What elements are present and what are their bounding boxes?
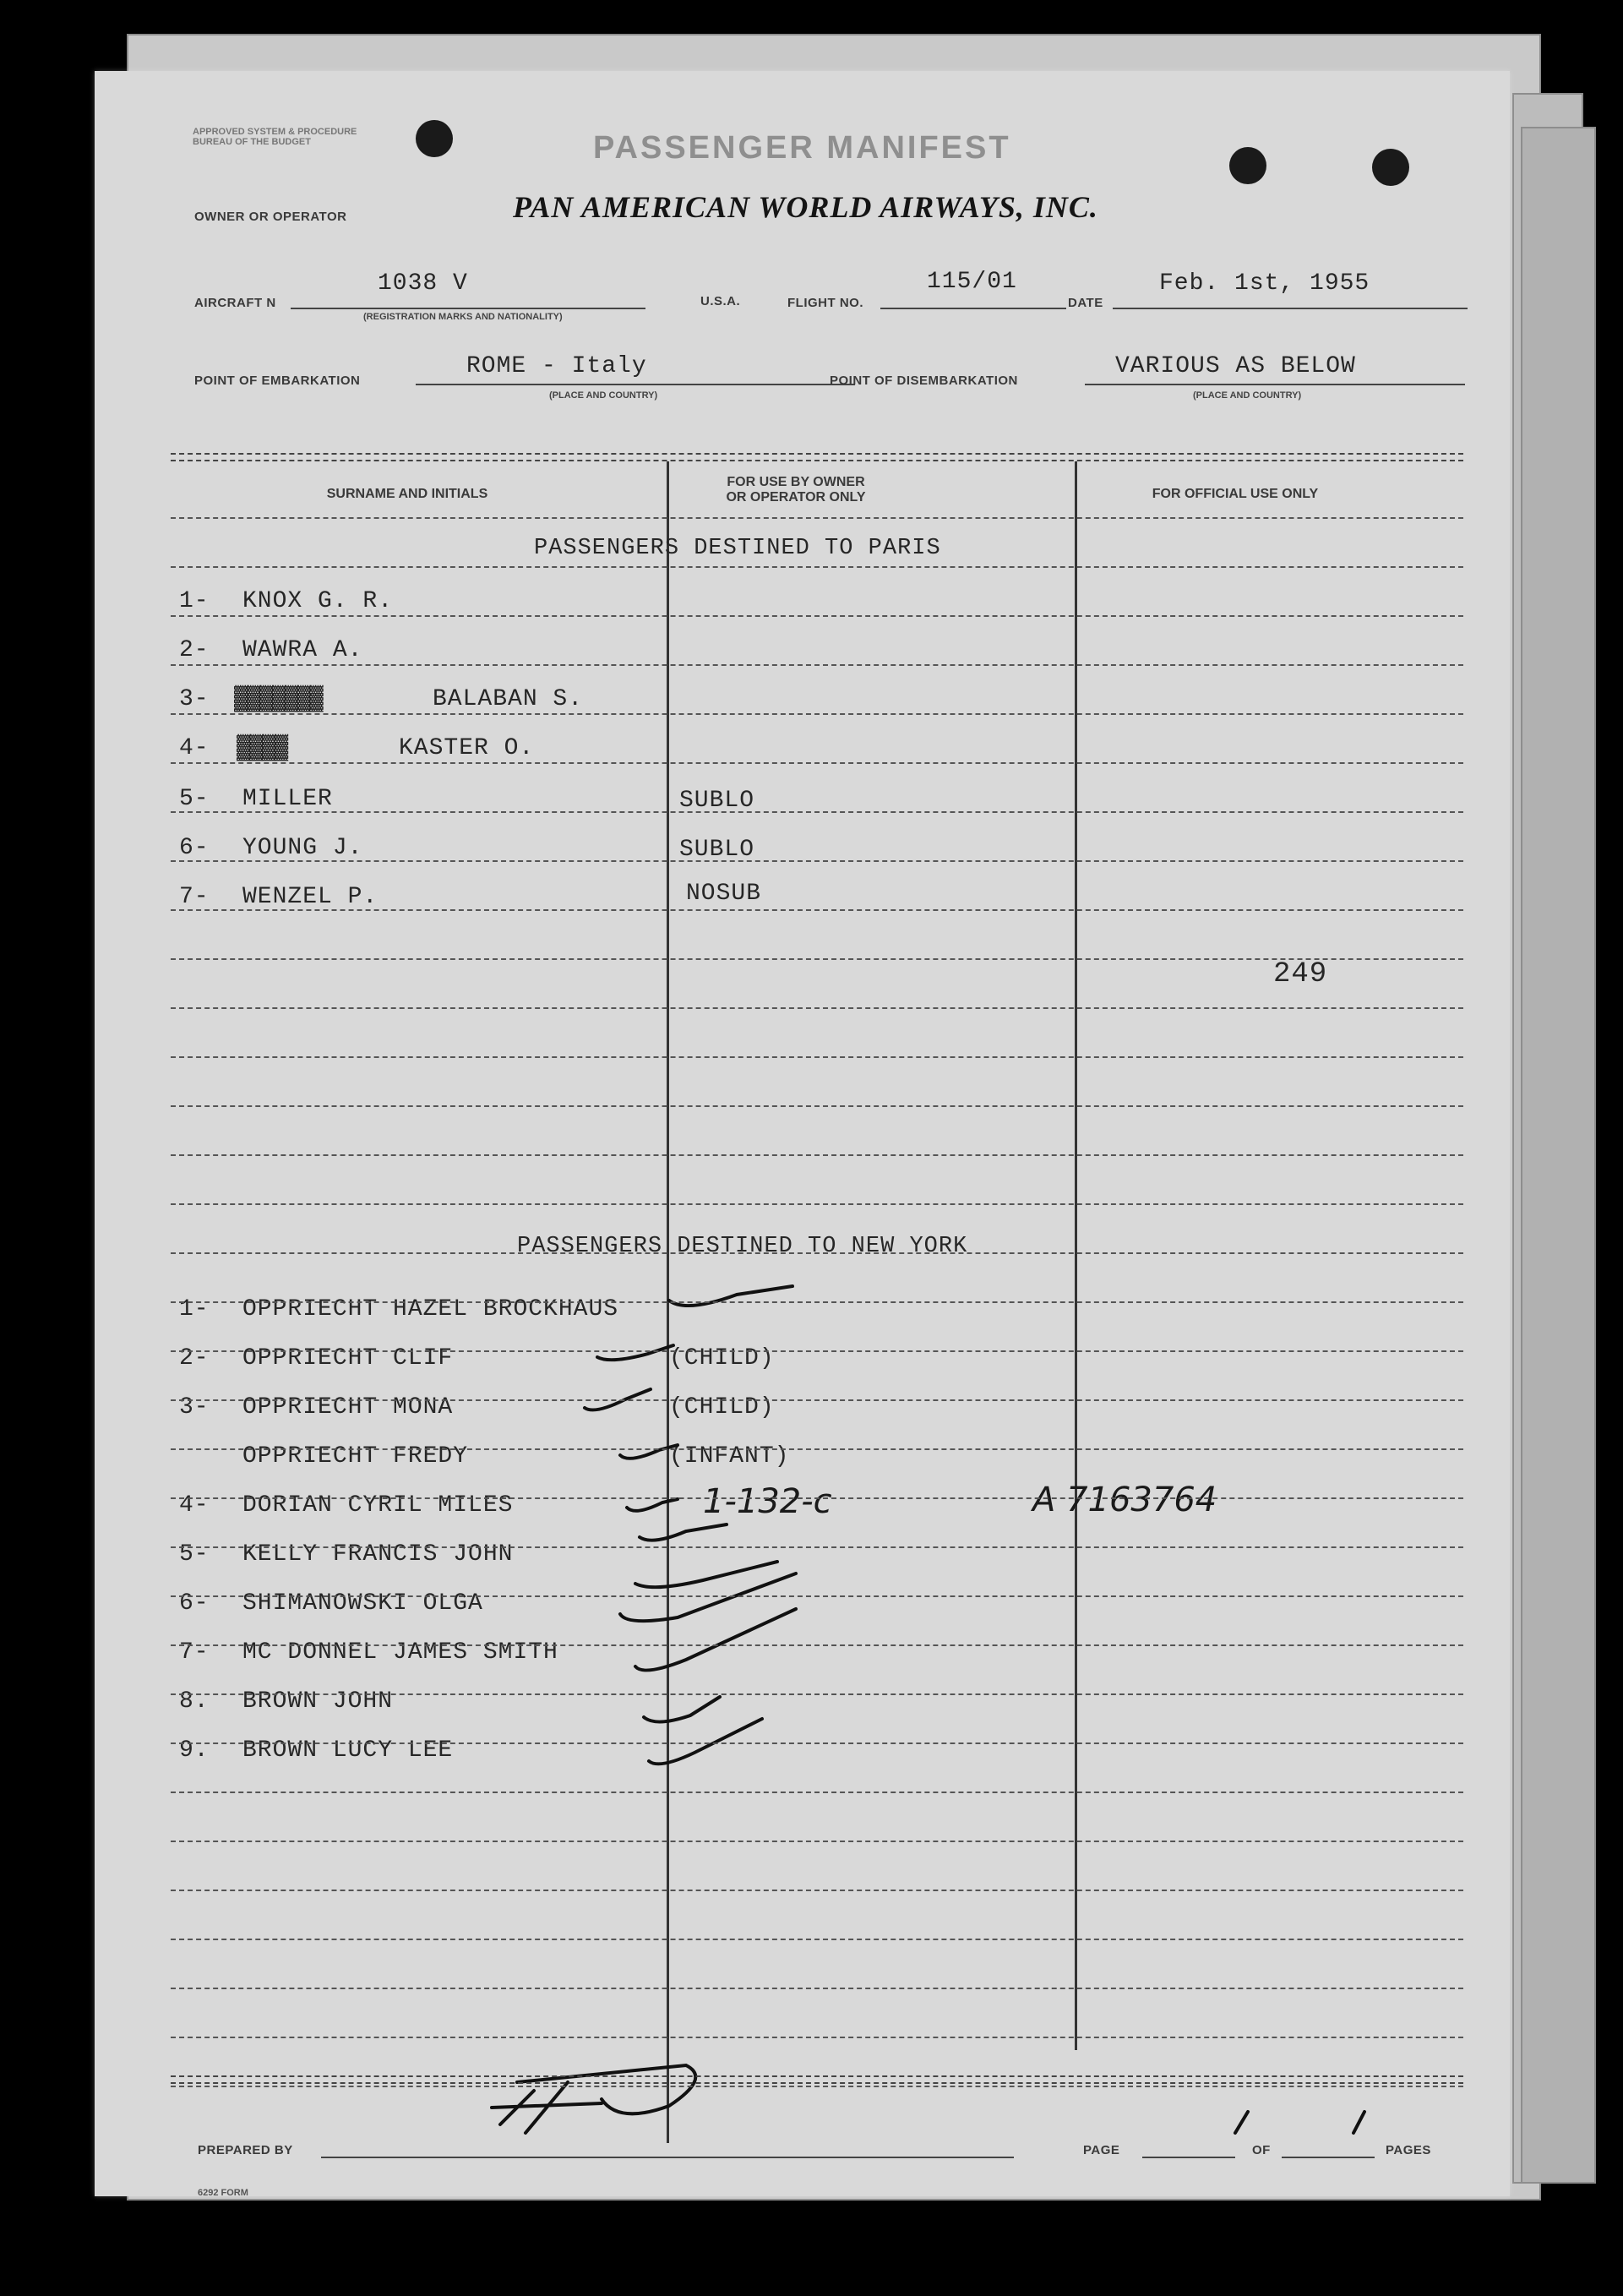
list-item-number: 4-: [179, 735, 210, 761]
row-rule: [171, 1792, 1463, 1793]
strikeout-mark: ▓▓▓▓: [237, 735, 287, 761]
row-rule: [171, 1448, 1463, 1450]
list-item-name: OPPRIECHT HAZEL BROCKHAUS: [242, 1296, 619, 1323]
list-item-name: MILLER: [242, 786, 333, 812]
row-rule: [171, 909, 1463, 911]
row-rule: [171, 860, 1463, 862]
strikeout-mark: ▓▓▓▓▓▓▓: [234, 686, 322, 712]
flight-value: 115/01: [927, 269, 1017, 295]
date-value: Feb. 1st, 1955: [1159, 270, 1370, 297]
list-item-number: 9.: [179, 1737, 210, 1764]
check-mark: [492, 1286, 1364, 2133]
row-rule: [171, 1841, 1463, 1842]
list-item-name: OPPRIECHT CLIF: [242, 1345, 454, 1372]
flight-label: FLIGHT NO.: [787, 296, 863, 310]
list-item-name: YOUNG J.: [242, 835, 363, 861]
row-rule: [171, 2037, 1463, 2038]
row-rule: [171, 664, 1463, 666]
row-rule: [171, 566, 1463, 568]
date-label: DATE: [1068, 296, 1103, 310]
list-item-name: BROWN LUCY LEE: [242, 1737, 454, 1764]
section-heading-paris: PASSENGERS DESTINED TO PARIS: [534, 536, 941, 561]
disembarkation-value: VARIOUS AS BELOW: [1115, 353, 1356, 379]
list-item-number: 3-: [179, 1394, 210, 1421]
page-line: [1142, 2157, 1235, 2158]
row-rule: [171, 1988, 1463, 1989]
list-item-number: 8.: [179, 1688, 210, 1715]
owner-label: OWNER OR OPERATOR: [194, 210, 347, 224]
prepared-by-label: PREPARED BY: [198, 2143, 293, 2157]
list-item-number: 6-: [179, 835, 210, 861]
list-item-official: A 7163764: [1032, 1481, 1217, 1519]
list-item-number: 7-: [179, 884, 210, 910]
row-rule: [171, 762, 1463, 764]
of-number: [1320, 2136, 1321, 2137]
row-rule: [171, 1154, 1463, 1156]
row-rule: [171, 958, 1463, 960]
list-item-number: 1-: [179, 1296, 210, 1323]
row-rule: [171, 1007, 1463, 1009]
column-header-names: SURNAME AND INITIALS: [326, 487, 488, 501]
check-marks: [95, 71, 1510, 2196]
row-rule: [171, 1939, 1463, 1940]
list-item-owner: SUBLO: [679, 788, 755, 814]
form-number: 6292 FORM: [198, 2188, 248, 2198]
list-item-name: DORIAN CYRIL MILES: [242, 1492, 514, 1519]
list-item-owner: (CHILD): [669, 1394, 775, 1421]
list-item-number: 1-: [179, 588, 210, 614]
column-header-official: FOR OFFICIAL USE ONLY: [1152, 487, 1319, 501]
list-item-name: KNOX G. R.: [242, 588, 394, 614]
list-item-number: 5-: [179, 1541, 210, 1568]
row-rule: [171, 1497, 1463, 1499]
row-rule: [171, 1546, 1463, 1548]
embarkation-value: ROME - Italy: [466, 353, 647, 379]
aircraft-sublabel: (REGISTRATION MARKS AND NATIONALITY): [363, 312, 563, 322]
list-item-number: 6-: [179, 1590, 210, 1617]
list-item-number: 7-: [179, 1639, 210, 1666]
background-sheet: [1521, 127, 1596, 2184]
owner-name: PAN AMERICAN WORLD AIRWAYS, INC.: [513, 190, 1098, 224]
usa-label: U.S.A.: [700, 294, 741, 308]
row-rule: [171, 1595, 1463, 1597]
approved-stamp: APPROVED SYSTEM & PROCEDURE BUREAU OF THE BUDGET: [193, 127, 357, 147]
row-rule: [171, 1056, 1463, 1058]
embarkation-label: POINT OF EMBARKATION: [194, 374, 361, 388]
row-rule: [171, 1301, 1463, 1303]
list-item-owner: (CHILD): [669, 1345, 775, 1372]
list-item-name: BROWN JOHN: [242, 1688, 394, 1715]
disembarkation-label: POINT OF DISEMBARKATION: [830, 374, 1018, 388]
row-rule: [171, 713, 1463, 715]
column-header-owner-line2: OR OPERATOR ONLY: [726, 490, 866, 504]
official-number: 249: [1273, 958, 1328, 990]
footer-rule: [171, 2075, 1463, 2084]
list-item-number: 4-: [179, 1492, 210, 1519]
list-item-name: OPPRIECHT FREDY: [242, 1443, 469, 1470]
row-rule: [171, 2086, 1463, 2087]
list-item-number: 2-: [179, 637, 210, 663]
row-rule: [171, 1252, 1463, 1254]
row-rule: [171, 1693, 1463, 1695]
manifest-sheet: [95, 71, 1510, 2196]
aircraft-label: AIRCRAFT N: [194, 296, 276, 310]
list-item-name: WAWRA A.: [242, 637, 363, 663]
column-header-owner-line1: FOR USE BY OWNER: [727, 475, 865, 489]
page-number: [1193, 2136, 1194, 2137]
row-rule: [171, 1350, 1463, 1352]
list-item-owner: NOSUB: [686, 881, 762, 907]
row-rule: [171, 1890, 1463, 1891]
list-item-owner: 1-132-c: [703, 1482, 832, 1521]
list-item-owner: SUBLO: [679, 837, 755, 863]
page-label: PAGE: [1083, 2143, 1120, 2157]
prepared-by-line: [321, 2157, 1014, 2158]
row-rule: [171, 517, 1463, 519]
row-rule: [171, 615, 1463, 617]
row-rule: [171, 1105, 1463, 1107]
list-item-name: MC DONNEL JAMES SMITH: [242, 1639, 558, 1666]
list-item-number: 2-: [179, 1345, 210, 1372]
list-item-name: SHIMANOWSKI OLGA: [242, 1590, 483, 1617]
aircraft-value: 1038 V: [378, 270, 468, 297]
list-item-name: KELLY FRANCIS JOHN: [242, 1541, 514, 1568]
list-item-number: 3-: [179, 686, 210, 712]
list-item-number: 5-: [179, 786, 210, 812]
list-item-name: KASTER O.: [399, 735, 535, 761]
list-item-name: BALABAN S.: [433, 686, 584, 712]
pages-label: PAGES: [1386, 2143, 1431, 2157]
row-rule: [171, 1644, 1463, 1646]
of-label: OF: [1252, 2143, 1271, 2157]
row-rule: [171, 1399, 1463, 1401]
list-item-owner: (INFANT): [669, 1443, 790, 1470]
of-line: [1282, 2157, 1375, 2158]
embarkation-sublabel: (PLACE AND COUNTRY): [549, 390, 658, 401]
row-rule: [171, 1742, 1463, 1744]
list-item-name: WENZEL P.: [242, 884, 379, 910]
row-rule: [171, 811, 1463, 813]
disembarkation-sublabel: (PLACE AND COUNTRY): [1193, 390, 1302, 401]
row-rule: [171, 1203, 1463, 1205]
section-heading-newyork: PASSENGERS DESTINED TO NEW YORK: [517, 1234, 968, 1259]
list-item-name: OPPRIECHT MONA: [242, 1394, 454, 1421]
form-title: PASSENGER MANIFEST: [593, 130, 1011, 166]
